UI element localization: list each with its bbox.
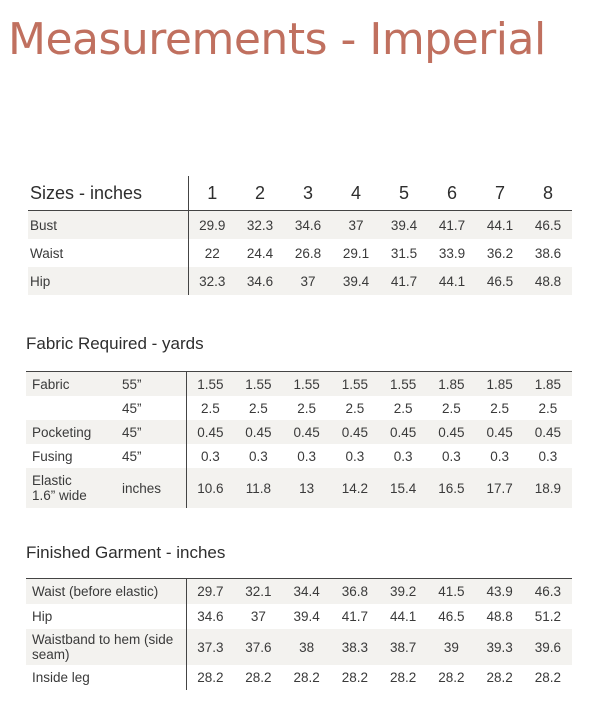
table-cell: 51.2 bbox=[534, 609, 562, 624]
row-label bbox=[26, 372, 122, 397]
table-cell: 24.4 bbox=[246, 245, 274, 261]
sizes-table bbox=[28, 176, 572, 295]
table-cell: 43.9 bbox=[476, 579, 524, 605]
table-cell: 46.5 bbox=[524, 211, 572, 240]
row-label: Waistband to hem (side seam) bbox=[26, 629, 186, 665]
table-cell: 32.1 bbox=[234, 579, 282, 605]
table-cell: 39.4 bbox=[380, 211, 428, 240]
table-cell: 0.45 bbox=[379, 420, 427, 444]
table-cell: 1.55 bbox=[379, 372, 427, 397]
table-cell: 46.5 bbox=[438, 609, 465, 624]
table-cell: 2.5 bbox=[538, 400, 558, 416]
table-cell: 17.7 bbox=[476, 468, 524, 508]
row-label-line: Pocketing bbox=[32, 424, 92, 440]
size-column-header: 7 bbox=[476, 176, 524, 211]
table-cell: 39.4 bbox=[293, 609, 320, 624]
size-column-header: 8 bbox=[524, 176, 572, 211]
table-row bbox=[26, 665, 572, 690]
table-cell: 29.9 bbox=[188, 211, 236, 240]
table-cell: 32.3 bbox=[188, 267, 236, 295]
table-cell: 11.8 bbox=[234, 468, 282, 508]
table-cell: 41.5 bbox=[427, 579, 475, 605]
table-cell: 44.1 bbox=[428, 267, 476, 295]
table-cell: 28.2 bbox=[486, 670, 513, 685]
table-cell: 28.2 bbox=[341, 670, 369, 685]
table-cell: 34.6 bbox=[236, 267, 284, 295]
table-row bbox=[28, 211, 572, 240]
row-sublabel: 45” bbox=[122, 444, 186, 468]
row-label bbox=[26, 468, 122, 508]
table-cell: 39.2 bbox=[379, 579, 427, 605]
finished-heading: Finished Garment - inches bbox=[26, 543, 226, 562]
table-cell: 39.6 bbox=[524, 629, 572, 665]
table-cell: 34.4 bbox=[283, 579, 331, 605]
row-label: Bust bbox=[28, 211, 188, 240]
table-cell: 38 bbox=[283, 629, 331, 665]
table-cell: 22 bbox=[204, 245, 220, 261]
finished-table bbox=[26, 578, 572, 690]
row-label: Inside leg bbox=[26, 665, 186, 690]
table-cell: 48.8 bbox=[486, 609, 513, 624]
table-row bbox=[28, 239, 572, 267]
table-cell: 38.6 bbox=[534, 245, 562, 261]
row-label: Hip bbox=[26, 604, 186, 629]
size-column-header: 4 bbox=[332, 176, 380, 211]
row-sublabel: 45” bbox=[122, 396, 186, 420]
table-cell: 28.2 bbox=[245, 670, 272, 685]
table-cell: 28.2 bbox=[438, 670, 465, 685]
table-cell: 37.3 bbox=[186, 629, 234, 665]
table-cell: 0.45 bbox=[283, 420, 331, 444]
table-row bbox=[26, 420, 572, 444]
table-row bbox=[28, 267, 572, 295]
row-label-line: Fabric bbox=[32, 376, 70, 392]
table-cell: 38.3 bbox=[331, 629, 379, 665]
table-cell: 46.5 bbox=[476, 267, 524, 295]
table-cell: 2.5 bbox=[441, 400, 461, 416]
table-cell: 0.3 bbox=[490, 448, 510, 464]
table-row bbox=[26, 604, 572, 629]
table-cell: 44.1 bbox=[476, 211, 524, 240]
table-cell: 0.45 bbox=[186, 420, 234, 444]
table-cell: 28.2 bbox=[293, 670, 320, 685]
table-cell: 0.3 bbox=[393, 448, 413, 464]
fabric-table bbox=[26, 371, 572, 508]
row-sublabel: 55” bbox=[122, 372, 186, 397]
row-sublabel: inches bbox=[122, 468, 186, 508]
table-cell: 41.7 bbox=[380, 267, 428, 295]
table-cell: 41.7 bbox=[341, 609, 369, 624]
table-row bbox=[26, 629, 572, 665]
sizes-heading: Sizes - inches bbox=[28, 176, 188, 211]
table-cell: 15.4 bbox=[379, 468, 427, 508]
row-sublabel: 45” bbox=[122, 420, 186, 444]
table-cell: 38.7 bbox=[379, 629, 427, 665]
row-label: Waist bbox=[28, 239, 188, 267]
table-cell: 1.55 bbox=[331, 372, 379, 397]
table-cell: 0.45 bbox=[331, 420, 379, 444]
table-cell: 28.2 bbox=[197, 670, 224, 685]
table-cell: 0.3 bbox=[538, 448, 558, 464]
table-cell: 37.6 bbox=[234, 629, 282, 665]
row-label: Hip bbox=[28, 267, 188, 295]
table-row bbox=[26, 444, 572, 468]
size-column-header: 3 bbox=[284, 176, 332, 211]
size-column-header: 2 bbox=[236, 176, 284, 211]
table-cell: 1.55 bbox=[234, 372, 282, 397]
table-cell: 2.5 bbox=[345, 400, 365, 416]
row-label-line: Elastic bbox=[32, 473, 72, 488]
row-label-line: Fusing bbox=[32, 448, 73, 464]
table-cell: 2.5 bbox=[393, 400, 413, 416]
table-row bbox=[26, 468, 572, 508]
table-cell: 29.1 bbox=[342, 245, 370, 261]
table-cell: 31.5 bbox=[390, 245, 418, 261]
table-cell: 29.7 bbox=[186, 579, 234, 605]
table-cell: 2.5 bbox=[490, 400, 510, 416]
table-cell: 0.3 bbox=[441, 448, 461, 464]
row-label bbox=[26, 420, 122, 444]
table-cell: 0.45 bbox=[427, 420, 475, 444]
table-cell: 0.3 bbox=[345, 448, 365, 464]
size-column-header: 1 bbox=[188, 176, 236, 211]
table-cell: 0.3 bbox=[297, 448, 317, 464]
table-cell: 48.8 bbox=[524, 267, 572, 295]
table-cell: 37 bbox=[284, 267, 332, 295]
table-row bbox=[26, 372, 572, 397]
table-cell: 34.6 bbox=[197, 609, 224, 624]
row-label-line: 1.6” wide bbox=[32, 488, 87, 503]
table-cell: 1.85 bbox=[427, 372, 475, 397]
size-column-header: 5 bbox=[380, 176, 428, 211]
table-cell: 36.8 bbox=[331, 579, 379, 605]
table-cell: 39.3 bbox=[476, 629, 524, 665]
table-cell: 2.5 bbox=[200, 400, 220, 416]
size-column-header: 6 bbox=[428, 176, 476, 211]
sizes-header-row bbox=[28, 176, 572, 211]
fabric-heading: Fabric Required - yards bbox=[26, 334, 204, 353]
table-cell: 0.3 bbox=[248, 448, 268, 464]
table-cell: 0.45 bbox=[476, 420, 524, 444]
table-cell: 1.85 bbox=[524, 372, 572, 397]
table-cell: 10.6 bbox=[186, 468, 234, 508]
table-cell: 2.5 bbox=[248, 400, 268, 416]
table-cell: 16.5 bbox=[427, 468, 475, 508]
table-cell: 34.6 bbox=[284, 211, 332, 240]
table-cell: 0.45 bbox=[524, 420, 572, 444]
table-cell: 46.3 bbox=[524, 579, 572, 605]
table-cell: 37 bbox=[250, 609, 266, 624]
table-cell: 1.85 bbox=[476, 372, 524, 397]
table-row bbox=[26, 579, 572, 605]
table-cell: 1.55 bbox=[186, 372, 234, 397]
table-cell: 1.55 bbox=[283, 372, 331, 397]
table-cell: 0.45 bbox=[234, 420, 282, 444]
table-cell: 32.3 bbox=[236, 211, 284, 240]
table-cell: 44.1 bbox=[389, 609, 417, 624]
table-cell: 26.8 bbox=[294, 245, 322, 261]
table-cell: 2.5 bbox=[297, 400, 317, 416]
table-cell: 18.9 bbox=[524, 468, 572, 508]
table-cell: 13 bbox=[283, 468, 331, 508]
table-cell: 39 bbox=[427, 629, 475, 665]
table-cell: 39.4 bbox=[332, 267, 380, 295]
page-title: Measurements - Imperial bbox=[8, 14, 546, 65]
row-label bbox=[26, 396, 122, 420]
table-cell: 41.7 bbox=[428, 211, 476, 240]
table-cell: 37 bbox=[332, 211, 380, 240]
table-cell: 0.3 bbox=[200, 448, 220, 464]
table-cell: 33.9 bbox=[438, 245, 466, 261]
table-cell: 14.2 bbox=[331, 468, 379, 508]
table-row bbox=[26, 396, 572, 420]
table-cell: 36.2 bbox=[486, 245, 514, 261]
table-cell: 28.2 bbox=[534, 670, 562, 685]
row-label bbox=[26, 444, 122, 468]
table-cell: 28.2 bbox=[389, 670, 417, 685]
row-label: Waist (before elastic) bbox=[26, 579, 186, 605]
